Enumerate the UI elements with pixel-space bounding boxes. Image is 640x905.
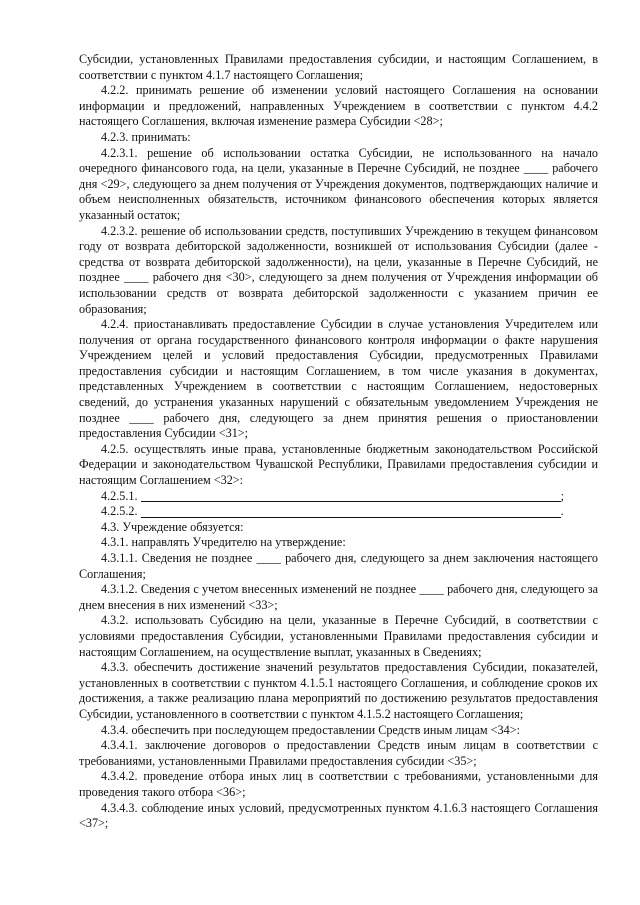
paragraph-4-2-3-1: 4.2.3.1. решение об использовании остатка Субсидии, не использованного на начало очередного финансового года, на цели, указанные в Перечне Субсидий, не позднее ____ рабочего дня <29>, следующего за днем получения от Учреждения документов, подтверждающих наличие и объем неисполненных обязательств, источником финансового обеспечения которых является указанный остаток; xyxy=(79,145,598,222)
paragraph-4-3-4-1: 4.3.4.1. заключение договоров о предоставлении Средств иным лицам в соответствии с требованиями, установленными Правилами предоставления субсидии <35>; xyxy=(79,738,598,768)
paragraph-4-2-5: 4.2.5. осуществлять иные права, установленные бюджетным законодательством Российской Федерации и законодательством Чувашской Республики, Правилами предоставления субсидии и настоящим Соглашением <32>: xyxy=(79,441,598,488)
blank-underline xyxy=(141,505,561,518)
paragraph-4-3-4: 4.3.4. обеспечить при последующем предоставлении Средств иным лицам <34>: xyxy=(101,722,521,737)
blank-item-end: ; xyxy=(560,488,564,503)
paragraph-4-3-1: 4.3.1. направлять Учредителю на утверждение: xyxy=(101,535,346,550)
paragraph-4-3-2: 4.3.2. использовать Субсидию на цели, указанные в Перечне Субсидий, в соответствии с условиями предоставления Субсидии, установленными Правилами предоставления субсидии и настоящим Соглашением, на осуществление выплат, указанных в Сведениях; xyxy=(79,613,598,659)
blank-underline xyxy=(141,489,561,502)
blank-item-number: 4.2.5.2. xyxy=(101,504,141,519)
paragraph-4-3-1-2: 4.3.1.2. Сведения с учетом внесенных изменений не позднее ____ рабочего дня, следующего за днем внесения в них изменений <33>; xyxy=(79,582,598,612)
paragraph-4-2-4: 4.2.4. приостанавливать предоставление Субсидии в случае установления Учредителем или получения от органа государственного финансового контроля информации о факте нарушения Учреждением целей и условий предоставления Субсидии, предусмотренных Правилами предоставления субсидии и настоящим Соглашением, в том числе указания в документах, представленных Учреждением в соответствии с настоящим Соглашением, недостоверных сведений, до устранения указанных нарушений с обязательным уведомлением Учреждения не позднее ____ рабочего дня, следующего за днем принятия решения о приостановлении предоставления Субсидии <31>; xyxy=(79,317,598,441)
paragraph-4-3-3: 4.3.3. обеспечить достижение значений результатов предоставления Субсидии, показателей, установленных в соответствии с пунктом 4.1.5.1 настоящего Соглашения, и соблюдение сроков их достижения, а также реализацию плана мероприятий по достижению результатов предоставления Субсидии, установленного в соответствии с пунктом 4.1.5.2 настоящего Соглашения; xyxy=(79,660,598,721)
blank-item-4-2-5-1 xyxy=(79,489,598,505)
paragraph-4-3-1-1: 4.3.1.1. Сведения не позднее ____ рабочего дня, следующего за днем заключения настоящего Соглашения; xyxy=(79,551,598,581)
paragraph-4-3-4-2: 4.3.4.2. проведение отбора иных лиц в соответствии с требованиями, установленными для проведения такого отбора <36>; xyxy=(79,769,598,799)
paragraph-4-2-3: 4.2.3. принимать: xyxy=(101,129,191,144)
blank-item-4-2-5-2 xyxy=(79,504,598,520)
paragraph-4-2-3-2: 4.2.3.2. решение об использовании средств, поступивших Учреждению в текущем финансовом году от возврата дебиторской задолженности, возникшей от использования Субсидии (далее - средства от возврата дебиторской задолженности), на цели, указанные в Перечне Субсидий, не позднее ____ рабочего дня <30>, следующего за днем получения от Учреждения информации об использовании средств от возврата дебиторской задолженности с указанием причин ее образования; xyxy=(79,223,598,316)
paragraph-4-3-4-3: 4.3.4.3. соблюдение иных условий, предусмотренных пунктом 4.1.6.3 настоящего Соглашения <37>; xyxy=(79,800,598,831)
paragraph-4-2-2: 4.2.2. принимать решение об изменении условий настоящего Соглашения на основании информации и предложений, направленных Учреждением в соответствии с пунктом 4.4.2 настоящего Соглашения, включая изменение размера Субсидии <28>; xyxy=(79,83,598,129)
blank-item-end: . xyxy=(560,504,564,519)
paragraph: Субсидии, установленных Правилами предоставления субсидии, и настоящим Соглашением, в соответствии с пунктом 4.1.7 настоящего Соглашения; xyxy=(79,52,598,82)
blank-item-number: 4.2.5.1. xyxy=(101,488,141,503)
paragraph-4-3: 4.3. Учреждение обязуется: xyxy=(101,519,244,534)
